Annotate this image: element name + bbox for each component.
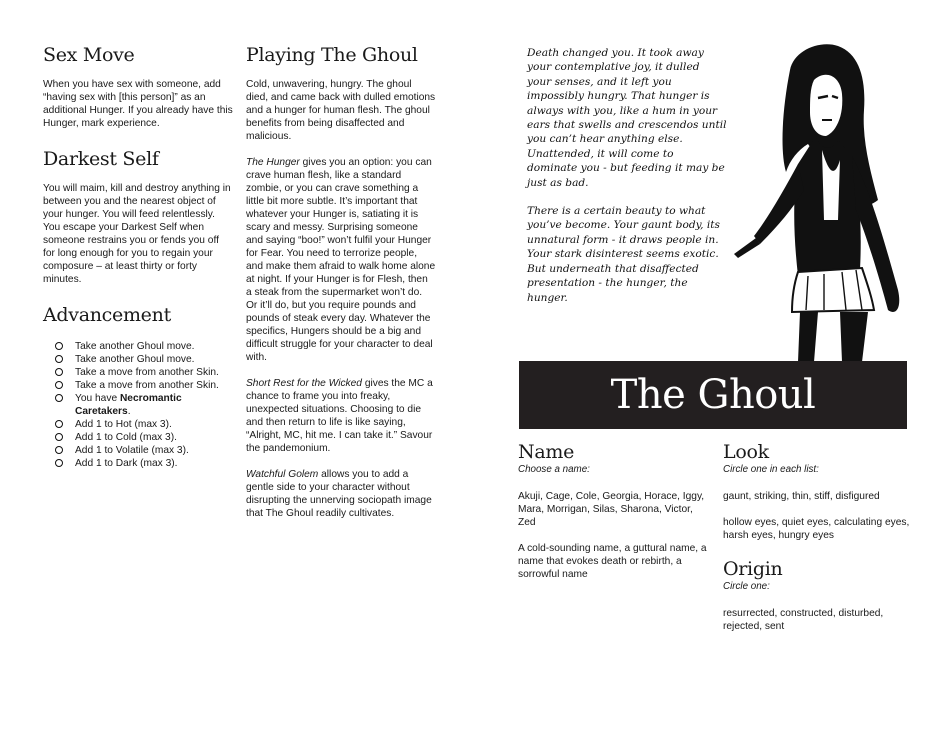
playing-paragraph: The Hunger gives you an option: you can crave human flesh, like a standard zombie, or you can crave something a little bit more subtle. It’s important that whatever your Hunger is, satiating it is scary and messy. Surprising someone and saying “boo!” won’t fulfil your Hunger for Fear. You need to terrorize people, and make them afraid to walk home alone at night. If your Hunger is for Flesh, then a steak from the supermarket won’t do. Or it’ll do, but you require pounds and pounds of steak every day. Whatever the specifics, Hungers should be a big and difficult struggle for your character to deal with. <box>246 157 436 363</box>
darkest-self-text: You will maim, kill and destroy anything in between you and the nearest object of your hunger. You will feed relentlessly. You escape your Darkest Self when someone restrains you or fends you off for long enough for you to regain your composure – at least thirty or forty minutes. <box>43 183 231 285</box>
sex-move-heading: Sex Move <box>43 44 135 66</box>
intro-quote <box>527 46 727 319</box>
origin-heading: Origin <box>723 558 783 580</box>
legs-shape <box>798 312 868 362</box>
advancement-item[interactable]: Add 1 to Volatile (max 3). <box>43 444 238 457</box>
sex-move-text: When you have sex with someone, add “having sex with [this person]” as an additional Hunger. If you already have this Hunger, mark experience. <box>43 79 233 129</box>
darkest-self-heading: Darkest Self <box>43 148 159 170</box>
page-title: The Ghoul <box>610 372 816 418</box>
playing-paragraph: Short Rest for the Wicked gives the MC a chance to frame you into freaky, unexpected situations. Choosing to die and then return to life is like saying, “Alright, MC, hit me. I can take it.” Savour the pandemonium. <box>246 378 433 454</box>
look-list[interactable]: gaunt, striking, thin, stiff, disfigured <box>723 491 880 502</box>
checkbox-circle-icon[interactable] <box>55 446 63 454</box>
origin-list[interactable]: resurrected, constructed, disturbed, rejected, sent <box>723 608 884 632</box>
advancement-list <box>43 340 238 470</box>
checkbox-circle-icon[interactable] <box>55 355 63 363</box>
playing-paragraph: Watchful Golem allows you to add a gentle side to your character without disrupting the unnerving sociopath image that The Ghoul readily cultivates. <box>246 469 432 519</box>
quote-paragraph: Death changed you. It took away your contemplative joy, it dulled your senses, and it left you impossibly hungry. That hunger is always with you, like a hum in your ears that swells and crescendos until you can’t hear anything else. Unattended, it will come to dominate you - but feeding it may be just as bad. <box>527 47 727 189</box>
name-options[interactable]: Akuji, Cage, Cole, Georgia, Horace, Iggy, Mara, Morrigan, Silas, Sharona, Victor, Zed <box>518 491 705 528</box>
playing-section <box>246 46 436 533</box>
name-descriptors: A cold-sounding name, a guttural name, a name that evokes death or rebirth, a sorrowful name <box>518 543 707 580</box>
title-banner <box>519 361 907 429</box>
advancement-item[interactable]: Take a move from another Skin. <box>43 379 238 392</box>
look-heading: Look <box>723 441 769 463</box>
darkest-self-section <box>43 150 233 286</box>
origin-instruction: Circle one: <box>723 581 770 592</box>
origin-section <box>723 560 913 633</box>
checkbox-circle-icon[interactable] <box>55 381 63 389</box>
move-name: Watchful Golem <box>246 469 319 480</box>
advancement-item[interactable]: Add 1 to Dark (max 3). <box>43 457 238 470</box>
advancement-item[interactable]: Take another Ghoul move. <box>43 353 238 366</box>
advancement-section <box>43 306 238 470</box>
move-name: The Hunger <box>246 157 300 168</box>
move-name: Short Rest for the Wicked <box>246 378 362 389</box>
advancement-item[interactable]: Add 1 to Hot (max 3). <box>43 418 238 431</box>
advancement-heading: Advancement <box>43 304 171 326</box>
checkbox-circle-icon[interactable] <box>55 342 63 350</box>
move-name: Necromantic Caretakers <box>75 393 182 417</box>
name-heading: Name <box>518 441 575 463</box>
knife-icon <box>734 238 760 258</box>
look-section <box>723 443 913 542</box>
look-list[interactable]: hollow eyes, quiet eyes, calculating eyes, harsh eyes, hungry eyes <box>723 517 910 541</box>
name-section <box>518 443 708 581</box>
quote-paragraph: There is a certain beauty to what you’ve become. Your gaunt body, its unnatural form - it draws people in. Your stark disinterest seems exotic. But underneath that disaffected presentation - the hunger, the hunger. <box>527 205 720 304</box>
ghoul-woman-silhouette-icon <box>728 40 908 362</box>
sex-move-section <box>43 46 233 130</box>
advancement-item[interactable]: Take a move from another Skin. <box>43 366 238 379</box>
checkbox-circle-icon[interactable] <box>55 368 63 376</box>
advancement-item[interactable]: Take another Ghoul move. <box>43 340 238 353</box>
advancement-item[interactable]: You have Necromantic Caretakers. <box>43 392 238 418</box>
playing-heading: Playing The Ghoul <box>246 44 418 66</box>
checkbox-circle-icon[interactable] <box>55 459 63 467</box>
checkbox-circle-icon[interactable] <box>55 394 63 402</box>
checkbox-circle-icon[interactable] <box>55 420 63 428</box>
checkbox-circle-icon[interactable] <box>55 433 63 441</box>
playing-body <box>246 78 436 520</box>
look-instruction: Circle one in each list: <box>723 464 819 475</box>
advancement-item[interactable]: Add 1 to Cold (max 3). <box>43 431 238 444</box>
playing-paragraph: Cold, unwavering, hungry. The ghoul died, and came back with dulled emotions and a hunger for human flesh. The ghoul benefits from being disaffected and malicious. <box>246 79 436 142</box>
name-instruction: Choose a name: <box>518 464 590 475</box>
